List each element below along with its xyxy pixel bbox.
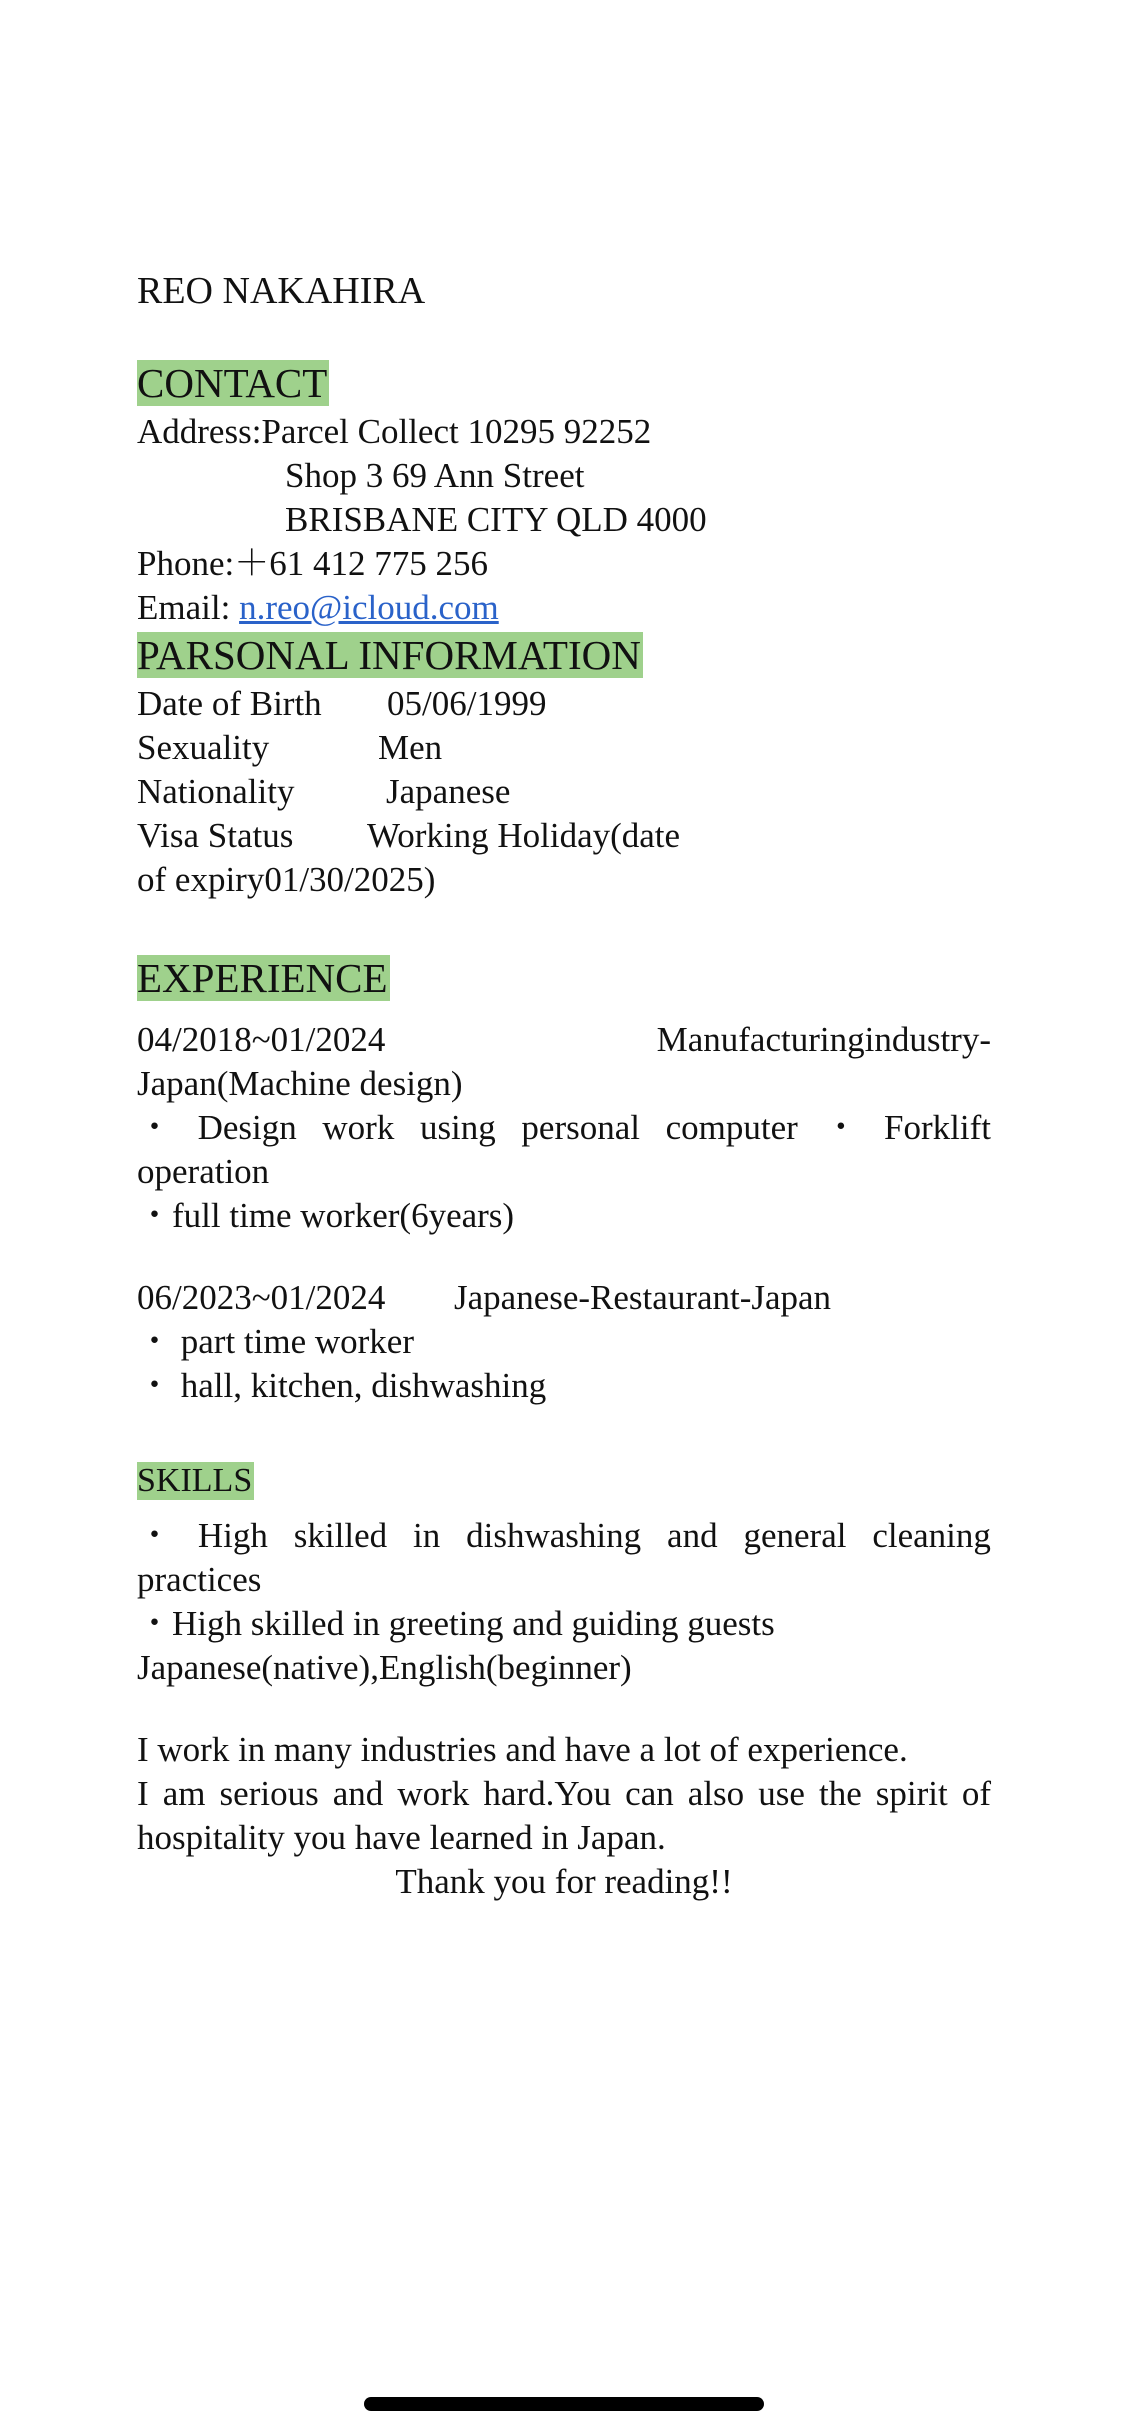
closing-word: use	[758, 1774, 805, 1813]
nationality-value: Japanese	[386, 772, 511, 811]
contact-heading: CONTACT	[137, 360, 328, 406]
skills-heading: SKILLS	[137, 1462, 253, 1499]
skill-1-word: general	[743, 1516, 847, 1555]
skill-1-word: dishwashing	[466, 1516, 642, 1555]
job1-bullet-1	[137, 1106, 991, 1150]
job1-bullet-1-word: ・	[823, 1108, 859, 1147]
dob-value: 05/06/1999	[387, 684, 547, 723]
experience-heading: EXPERIENCE	[137, 955, 388, 1001]
home-indicator[interactable]	[364, 2397, 764, 2411]
visa-row	[137, 814, 681, 858]
job1-bullet-1-word: computer	[665, 1108, 798, 1147]
job2-bullet-1: ・ part time worker	[137, 1322, 414, 1361]
closing-word: hard.You	[483, 1774, 612, 1813]
job2-title: Japanese-Restaurant-Japan	[454, 1278, 832, 1317]
dob-label: Date of Birth	[137, 684, 322, 723]
job2-bullet-2: ・ hall, kitchen, dishwashing	[137, 1366, 547, 1405]
thank-you-line: Thank you for reading!!	[395, 1862, 733, 1901]
job1-bullet-1-word: Forklift	[884, 1108, 991, 1147]
skill-1-word: cleaning	[872, 1516, 991, 1555]
job1-bullet-1-word: ・	[137, 1108, 173, 1147]
job1-bullet-1-word: Design	[197, 1108, 297, 1147]
job1-bullet-1-word: personal	[521, 1108, 640, 1147]
closing-word: also	[687, 1774, 745, 1813]
dob-row	[137, 682, 547, 726]
email-label: Email:	[137, 588, 240, 627]
email-link[interactable]: n.reo@icloud.com	[239, 588, 499, 627]
job1-bullet-1-word: using	[419, 1108, 496, 1147]
closing-word: spirit	[875, 1774, 948, 1813]
sexuality-value: Men	[378, 728, 443, 767]
skill-1-word: ・	[137, 1516, 173, 1555]
address-label: Address:	[137, 412, 262, 451]
skill-1-continued: practices	[137, 1560, 262, 1599]
email-line	[137, 586, 499, 630]
sexuality-label: Sexuality	[137, 728, 270, 767]
closing-word: the	[818, 1774, 862, 1813]
visa-value-continued: of expiry01/30/2025)	[137, 860, 436, 899]
job1-bullet-2: ・full time worker(6years)	[137, 1196, 515, 1235]
personal-info-heading: PARSONAL INFORMATION	[137, 632, 641, 678]
phone-value: ＋61 412 775 256	[234, 544, 488, 583]
address-line-3: BRISBANE CITY QLD 4000	[285, 500, 707, 539]
job1-bullet-1-word: work	[322, 1108, 395, 1147]
closing-word: can	[625, 1774, 674, 1813]
skill-1-word: in	[413, 1516, 441, 1555]
languages: Japanese(native),English(beginner)	[137, 1648, 632, 1687]
visa-value: Working Holiday(date	[367, 816, 681, 855]
skill-1-word: skilled	[293, 1516, 388, 1555]
skill-2: ・High skilled in greeting and guiding guests	[137, 1604, 775, 1643]
job1-header	[137, 1018, 991, 1062]
closing-line-1: I work in many industries and have a lot of experience.	[137, 1730, 908, 1769]
closing-word: serious	[219, 1774, 319, 1813]
nationality-label: Nationality	[137, 772, 295, 811]
skill-1-word: High	[197, 1516, 268, 1555]
skill-1-word: and	[667, 1516, 718, 1555]
closing-line-2	[137, 1772, 991, 1816]
job2-header	[137, 1276, 832, 1320]
closing-word: I	[137, 1774, 149, 1813]
job1-dates: 04/2018~01/2024	[137, 1020, 386, 1059]
visa-label: Visa Status	[137, 816, 294, 855]
closing-word: am	[162, 1774, 206, 1813]
closing-word: and	[332, 1774, 384, 1813]
job1-bullet-1-continued: operation	[137, 1152, 270, 1191]
job2-dates: 06/2023~01/2024	[137, 1278, 386, 1317]
skill-1	[137, 1514, 991, 1558]
phone-label: Phone:	[137, 544, 235, 583]
address-value-1: Parcel Collect 10295 92252	[261, 412, 652, 451]
closing-word: work	[397, 1774, 470, 1813]
closing-word: of	[961, 1774, 991, 1813]
address-line-1	[137, 410, 651, 454]
nationality-row	[137, 770, 511, 814]
closing-line-3: hospitality you have learned in Japan.	[137, 1818, 666, 1857]
phone-line	[137, 542, 488, 586]
job1-title-continued: Japan(Machine design)	[137, 1064, 463, 1103]
resume-name: REO NAKAHIRA	[137, 270, 426, 312]
address-line-2: Shop 3 69 Ann Street	[285, 456, 585, 495]
sexuality-row	[137, 726, 443, 770]
job1-title: Manufacturingindustry-	[656, 1020, 991, 1059]
